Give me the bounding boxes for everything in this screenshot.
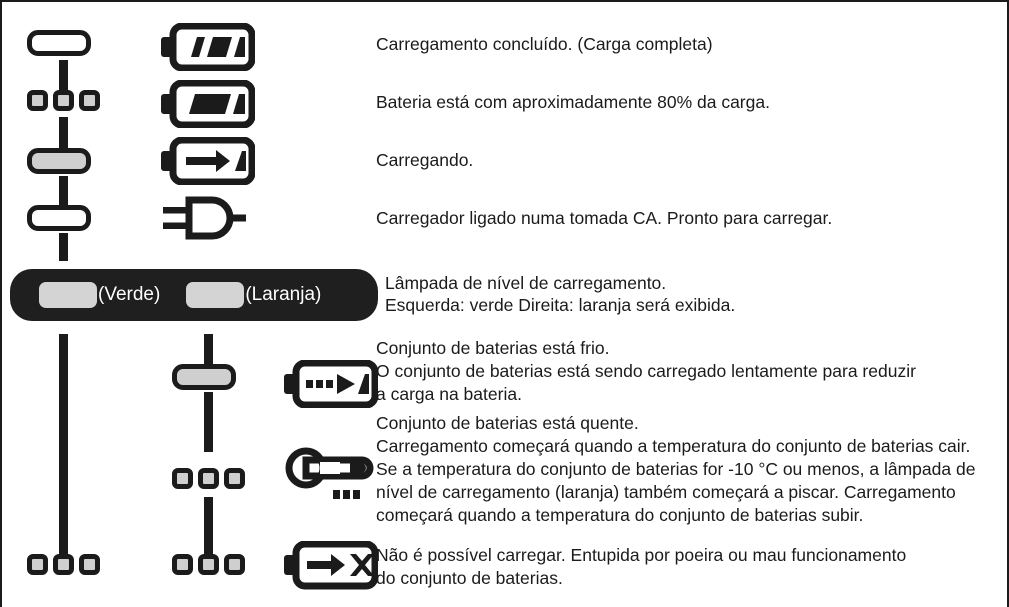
hot-text-line4: nível de carregamento (laranja) também começará a piscar. Carregamento	[376, 482, 956, 502]
green-lamp-swatch	[39, 282, 97, 308]
lamp-dot	[198, 554, 219, 575]
lamp-orange-solid-cold	[172, 364, 236, 390]
lamp-orange-blinking-error	[172, 554, 245, 575]
battery-80-icon	[159, 80, 255, 128]
battery-error-icon	[282, 541, 378, 591]
cold-text-line1: Conjunto de baterias está frio.	[376, 338, 610, 358]
ac-plug-icon	[159, 194, 255, 242]
lamp-dot	[79, 90, 100, 111]
error-text-line1: Não é possível carregar. Entupida por poeira ou mau funcionamento	[376, 545, 907, 565]
orange-lamp-label: (Laranja)	[245, 284, 322, 305]
lamp-dot	[27, 554, 48, 575]
row-text-charging: Carregando.	[376, 150, 474, 170]
lamp-dot	[79, 554, 100, 575]
orange-lamp-swatch	[186, 282, 244, 308]
lamp-dot	[224, 554, 245, 575]
thermometer-icon	[282, 445, 378, 500]
lamp-rail-orange-3	[204, 497, 213, 555]
row-text-ready: Carregador ligado numa tomada CA. Pronto para carregar.	[376, 208, 833, 228]
lamp-dot	[53, 554, 74, 575]
lamp-rail-green-4	[59, 233, 68, 261]
lamp-orange-blinking-hot	[172, 468, 245, 489]
hot-text-line3: Se a temperatura do conjunto de baterias for -10 °C ou menos, a lâmpada de	[376, 459, 976, 479]
lamp-rail-green-2	[59, 117, 68, 151]
battery-charging-icon	[159, 137, 255, 185]
error-text-line2: do conjunto de baterias.	[376, 568, 563, 588]
lamp-green-blinking-row2	[27, 90, 100, 111]
lamp-rail-green-5	[59, 334, 68, 556]
lamp-dot	[172, 468, 193, 489]
lamp-dot	[27, 90, 48, 111]
battery-slow-charge-icon	[282, 360, 378, 408]
lamp-color-banner	[10, 269, 378, 321]
cold-text-line3: a carga na bateria.	[376, 384, 522, 404]
lamp-dot	[224, 468, 245, 489]
lamp-green-steady-row1	[27, 30, 91, 56]
lamp-dot	[53, 90, 74, 111]
lamp-rail-orange-1	[204, 334, 213, 366]
row-text-charge-80: Bateria está com aproximadamente 80% da carga.	[376, 92, 770, 112]
hot-text-line1: Conjunto de baterias está quente.	[376, 413, 639, 433]
banner-caption-line2: Esquerda: verde Direita: laranja será exibida.	[385, 295, 736, 315]
lamp-rail-green-1	[59, 60, 68, 92]
battery-full-icon	[159, 23, 255, 71]
lamp-rail-orange-2	[204, 392, 213, 452]
banner-caption-line1: Lâmpada de nível de carregamento.	[385, 273, 667, 293]
row-text-charge-complete: Carregamento concluído. (Carga completa)	[376, 34, 713, 54]
lamp-rail-green-3	[59, 176, 68, 208]
lamp-green-steady-row4	[27, 205, 91, 231]
cold-text-line2: O conjunto de baterias está sendo carregado lentamente para reduzir	[376, 361, 916, 381]
lamp-dot	[198, 468, 219, 489]
lamp-dot	[172, 554, 193, 575]
lamp-green-blinking-row7	[27, 554, 100, 575]
hot-text-line5: começará quando a temperatura do conjunto de baterias subir.	[376, 505, 864, 525]
hot-text-line2: Carregamento começará quando a temperatura do conjunto de baterias cair.	[376, 436, 971, 456]
lamp-green-solid-row3	[27, 148, 91, 174]
green-lamp-label: (Verde)	[98, 284, 161, 305]
